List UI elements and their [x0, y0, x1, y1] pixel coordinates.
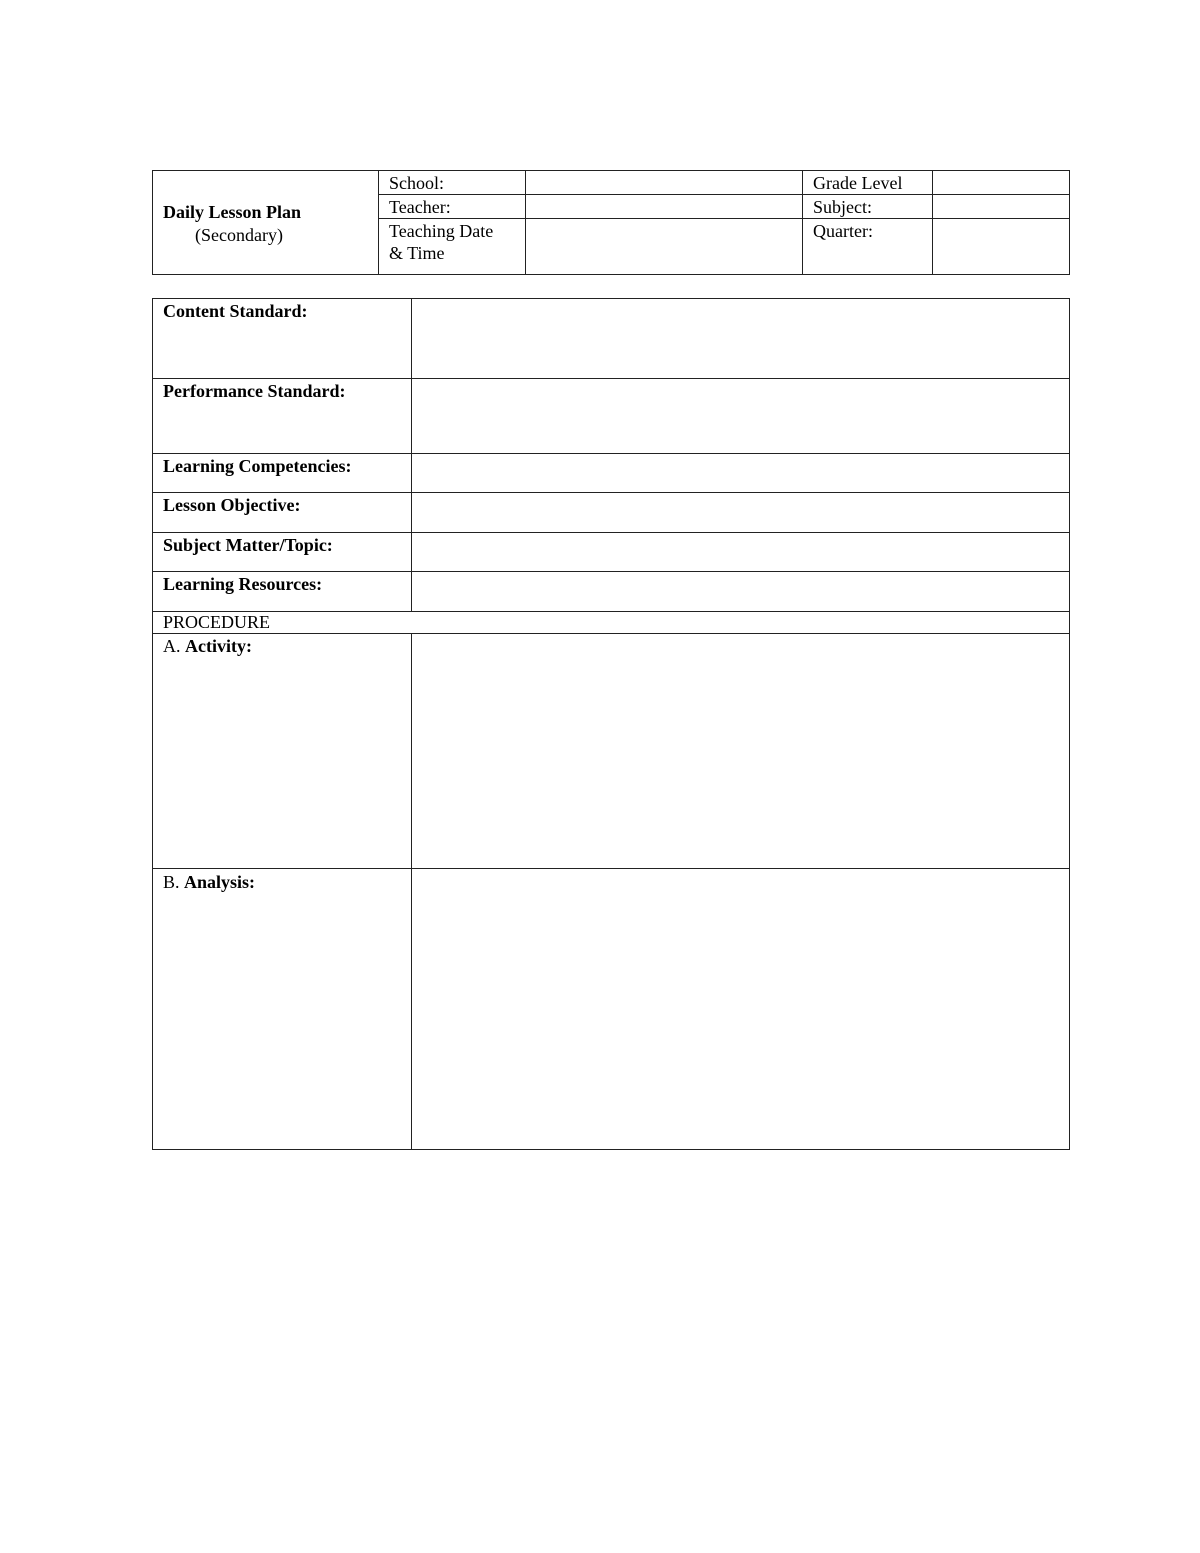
- content-standard-field[interactable]: [412, 299, 1070, 379]
- quarter-label: Quarter:: [803, 219, 933, 275]
- document-subtitle: (Secondary): [195, 224, 283, 245]
- subject-matter-label: Subject Matter/Topic:: [153, 533, 412, 572]
- title-cell: [153, 171, 379, 275]
- analysis-label-text: Analysis:: [184, 872, 256, 892]
- document-title: Daily Lesson Plan: [163, 201, 302, 222]
- subject-field[interactable]: [933, 195, 1070, 219]
- activity-label: [153, 634, 412, 869]
- teaching-date-label: [379, 219, 526, 275]
- analysis-field[interactable]: [412, 869, 1070, 1150]
- learning-competencies-label: Learning Competencies:: [153, 454, 412, 493]
- procedure-heading: PROCEDURE: [153, 612, 1070, 634]
- analysis-label: [153, 869, 412, 1150]
- activity-label-text: Activity:: [185, 636, 252, 656]
- learning-resources-label: Learning Resources:: [153, 572, 412, 612]
- activity-prefix: A.: [163, 636, 185, 656]
- school-field[interactable]: [526, 171, 803, 195]
- teaching-date-field[interactable]: [526, 219, 803, 275]
- lesson-objective-field[interactable]: [412, 493, 1070, 533]
- lesson-plan-header-table: [152, 170, 1070, 275]
- teacher-field[interactable]: [526, 195, 803, 219]
- subject-matter-field[interactable]: [412, 533, 1070, 572]
- lesson-objective-label: Lesson Objective:: [153, 493, 412, 533]
- performance-standard-field[interactable]: [412, 379, 1070, 454]
- teaching-date-label-line1: Teaching Date: [389, 221, 494, 241]
- performance-standard-label: Performance Standard:: [153, 379, 412, 454]
- teacher-label: Teacher:: [379, 195, 526, 219]
- school-label: School:: [379, 171, 526, 195]
- grade-level-field[interactable]: [933, 171, 1070, 195]
- subject-label: Subject:: [803, 195, 933, 219]
- quarter-field[interactable]: [933, 219, 1070, 275]
- analysis-prefix: B.: [163, 872, 185, 892]
- lesson-plan-body-table: [152, 298, 1070, 1150]
- learning-resources-field[interactable]: [412, 572, 1070, 612]
- teaching-date-label-line2: & Time: [389, 243, 445, 263]
- content-standard-label: Content Standard:: [153, 299, 412, 379]
- activity-field[interactable]: [412, 634, 1070, 869]
- learning-competencies-field[interactable]: [412, 454, 1070, 493]
- grade-level-label: Grade Level: [803, 171, 933, 195]
